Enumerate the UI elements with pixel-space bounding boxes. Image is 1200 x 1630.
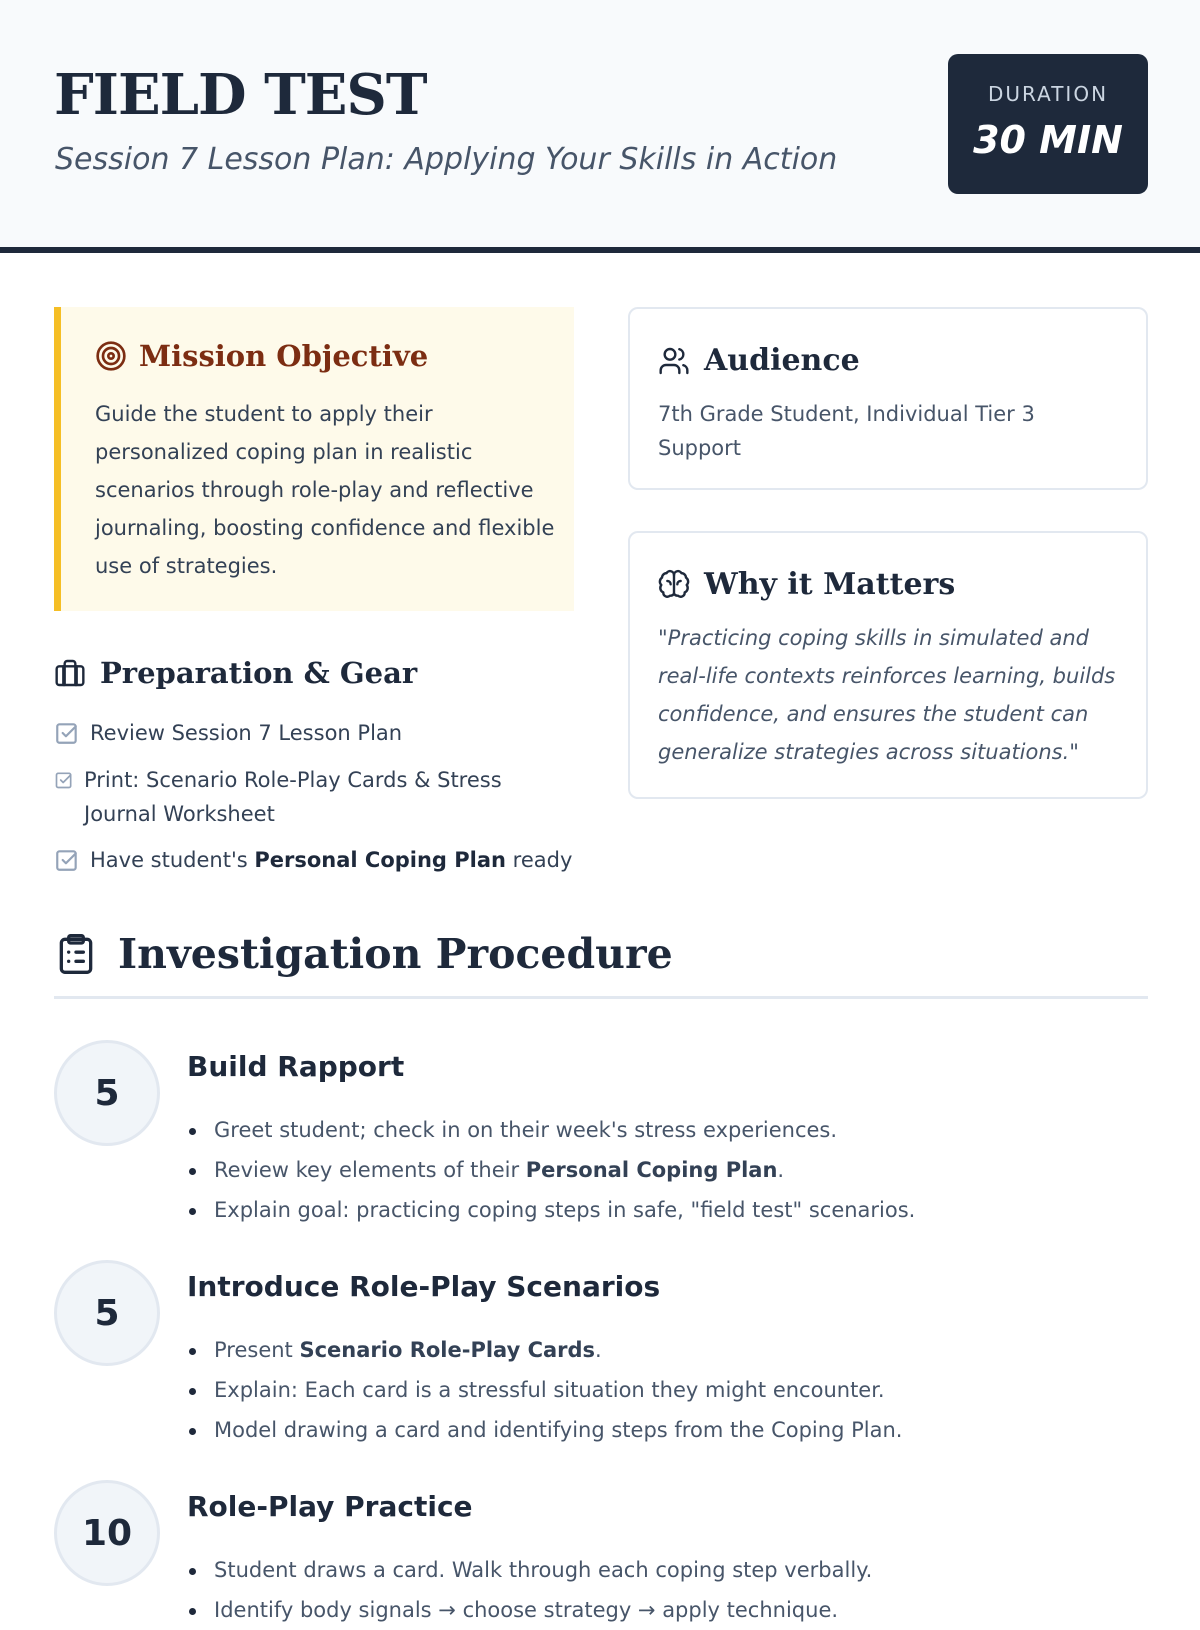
audience-heading: [658, 343, 860, 378]
step-duration-badge: 5: [54, 1040, 160, 1146]
step-bullet: Present Scenario Role-Play Cards.: [187, 1330, 902, 1370]
mission-title: Mission Objective: [139, 339, 429, 373]
brain-icon: [658, 569, 690, 601]
duration-badge: [948, 54, 1148, 194]
step-duration-badge: 10: [54, 1480, 160, 1586]
page-header: [0, 0, 1200, 253]
why-title: Why it Matters: [704, 567, 956, 602]
step-bullets: [187, 1110, 915, 1230]
mission-heading: [95, 339, 428, 373]
step-bullet: Explain goal: practicing coping steps in safe, "field test" scenarios.: [187, 1190, 915, 1230]
audience-card: [628, 307, 1148, 490]
prep-item-text: Print: Scenario Role-Play Cards & Stress Journal Worksheet: [84, 768, 502, 826]
target-icon: [95, 340, 127, 372]
prep-item-text: Have student's Personal Coping Plan ready: [90, 848, 573, 872]
why-quote: "Practicing coping skills in simulated and real-life contexts reinforces learning, builds confidence, and ensures the student can generalize strategies across situations.": [658, 626, 1116, 764]
duration-value: 30 MIN: [973, 118, 1123, 162]
step-bullet: Student draws a card. Walk through each coping step verbally.: [187, 1550, 872, 1590]
checkbox-icon: [54, 763, 74, 797]
step-bullet: Explain: Each card is a stressful situation they might encounter.: [187, 1370, 902, 1410]
step-bullet: Greet student; check in on their week's stress experiences.: [187, 1110, 915, 1150]
mission-text: Guide the student to apply their personalized coping plan in realistic scenarios through role-play and reflective journaling, boosting confidence and flexible use of strategies.: [95, 402, 555, 578]
step-bullets: [187, 1330, 902, 1450]
users-icon: [658, 345, 690, 377]
procedure-heading: [54, 930, 673, 978]
step-title: Role-Play Practice: [187, 1490, 473, 1523]
prep-item: [54, 843, 594, 877]
step-title: Build Rapport: [187, 1050, 405, 1083]
step-bullets: [187, 1550, 872, 1630]
page-subtitle: Session 7 Lesson Plan: Applying Your Skills in Action: [55, 142, 838, 177]
step-title: Introduce Role-Play Scenarios: [187, 1270, 661, 1303]
checkbox-icon: [54, 716, 80, 750]
preparation-heading: [54, 656, 417, 690]
prep-item-text: Review Session 7 Lesson Plan: [90, 721, 403, 745]
audience-text: 7th Grade Student, Individual Tier 3 Support: [658, 402, 1035, 460]
briefcase-icon: [54, 657, 86, 689]
step-duration-badge: 5: [54, 1260, 160, 1366]
why-it-matters-card: [628, 531, 1148, 799]
procedure-title: Investigation Procedure: [118, 930, 673, 978]
clipboard-list-icon: [54, 932, 98, 976]
preparation-title: Preparation & Gear: [100, 656, 418, 690]
step-bullet: Identify body signals → choose strategy → apply technique.: [187, 1590, 872, 1630]
audience-title: Audience: [704, 343, 860, 378]
mission-objective-panel: [54, 307, 574, 611]
section-divider: [54, 996, 1148, 999]
page-title: FIELD TEST: [54, 62, 427, 128]
duration-label: DURATION: [987, 82, 1109, 106]
prep-item: [54, 716, 574, 750]
checkbox-icon: [54, 843, 80, 877]
step-bullet: Model drawing a card and identifying steps from the Coping Plan.: [187, 1410, 902, 1450]
why-heading: [658, 567, 955, 602]
step-bullet: Review key elements of their Personal Coping Plan.: [187, 1150, 915, 1190]
prep-item: [54, 763, 574, 831]
